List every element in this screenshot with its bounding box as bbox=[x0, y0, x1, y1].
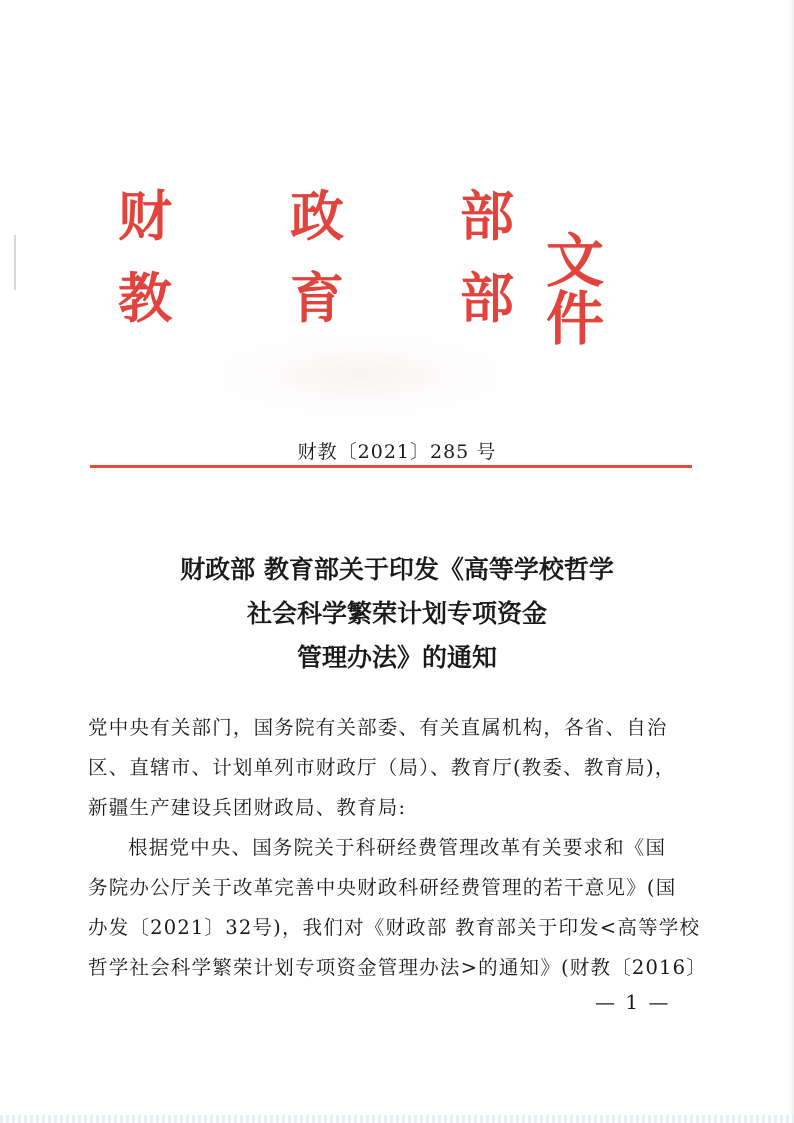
faint-seal-shadow bbox=[200, 330, 520, 420]
document-label: 文件 bbox=[546, 227, 607, 353]
document-number: 财教〔2021〕285 号 bbox=[297, 441, 497, 463]
page-number: — 1 — bbox=[595, 990, 671, 1014]
scan-edge-right bbox=[788, 0, 794, 1123]
scan-mark bbox=[14, 235, 16, 290]
ministry-2-char-1: 教 bbox=[118, 267, 172, 330]
ministry-1-char-3: 部 bbox=[460, 185, 514, 248]
title-line: 财政部 教育部关于印发《高等学校哲学 bbox=[180, 555, 614, 584]
body-paragraph bbox=[88, 828, 707, 988]
scan-edge-bottom bbox=[0, 1115, 794, 1123]
body-line: 办发〔2021〕32号)，我们对《财政部 教育部关于印发<高等学校 bbox=[88, 916, 701, 939]
ministry-2-char-3: 部 bbox=[460, 267, 514, 330]
ministry-1-char-1: 财 bbox=[118, 185, 172, 248]
body-line: 根据党中央、国务院关于科研经费管理改革有关要求和《国 bbox=[128, 836, 667, 859]
document-title bbox=[0, 548, 794, 680]
ministry-1-char-2: 政 bbox=[290, 185, 344, 248]
addressee-line: 新疆生产建设兵团财政局、教育局: bbox=[88, 796, 407, 819]
addressee-block bbox=[88, 708, 700, 828]
body-line: 哲学社会科学繁荣计划专项资金管理办法>的通知》(财教〔2016〕 bbox=[88, 956, 707, 979]
title-line: 管理办法》的通知 bbox=[296, 643, 497, 672]
addressee-line: 区、直辖市、计划单列市财政厅（局）、教育厅(教委、教育局)， bbox=[88, 756, 676, 779]
addressee-line: 党中央有关部门，国务院有关部委、有关直属机构，各省、自治 bbox=[88, 716, 668, 739]
body-line: 务院办公厅关于改革完善中央财政科研经费管理的若干意见》(国 bbox=[88, 876, 677, 899]
title-line: 社会科学繁荣计划专项资金 bbox=[246, 599, 547, 628]
red-divider-rule bbox=[90, 465, 692, 468]
ministry-2-char-2: 育 bbox=[290, 267, 344, 330]
